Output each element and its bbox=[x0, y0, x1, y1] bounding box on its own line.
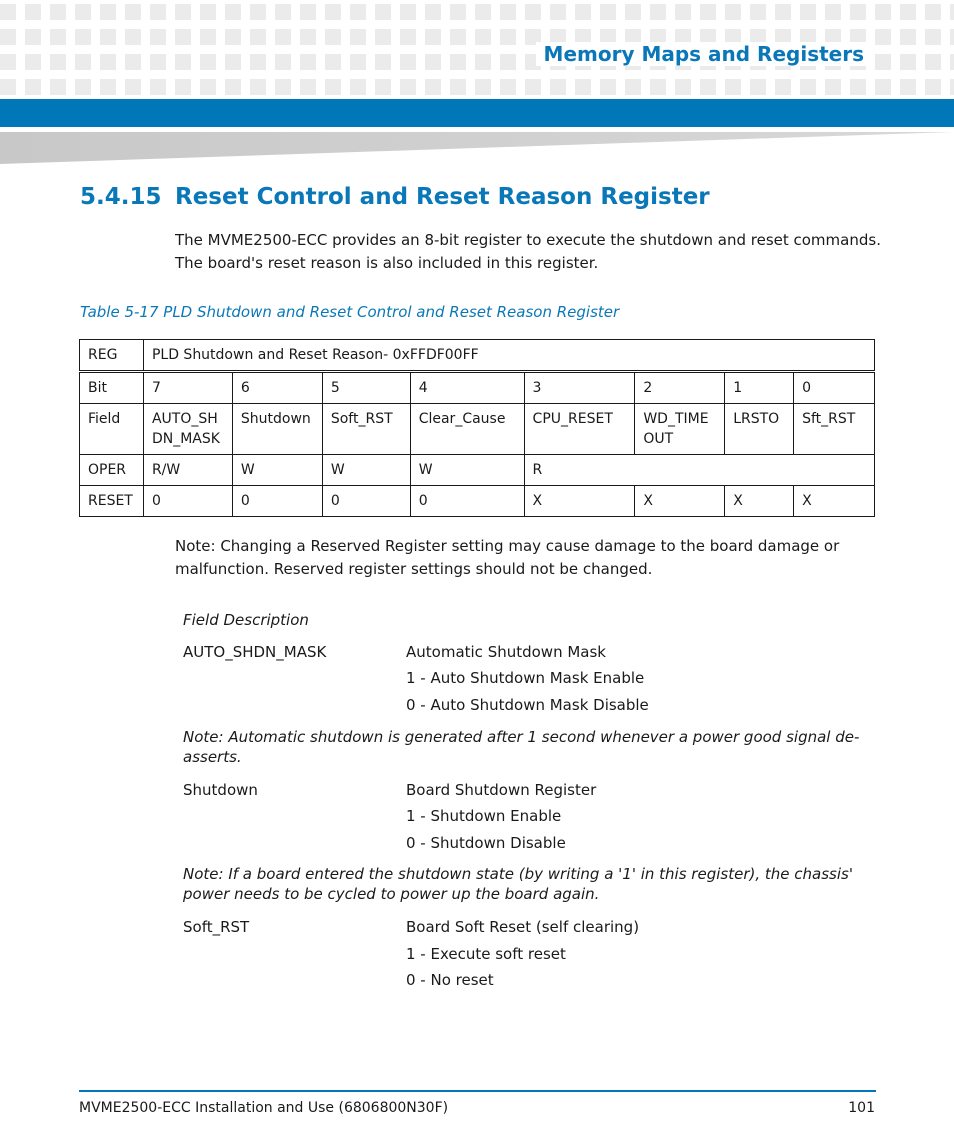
table-cell: 1 bbox=[725, 372, 794, 404]
table-cell: 4 bbox=[410, 372, 524, 404]
table-cell: 6 bbox=[232, 372, 322, 404]
field-name: Shutdown bbox=[183, 781, 258, 799]
table-row bbox=[80, 486, 875, 517]
table-cell: 5 bbox=[322, 372, 410, 404]
table-cell: CPU_RESET bbox=[524, 404, 635, 455]
note-line: asserts. bbox=[183, 748, 242, 766]
table-cell: Field bbox=[80, 404, 144, 455]
table-cell: Shutdown bbox=[232, 404, 322, 455]
table-cell: REG bbox=[80, 340, 144, 372]
table-cell: Clear_Cause bbox=[410, 404, 524, 455]
table-cell: X bbox=[725, 486, 794, 517]
note-line: Note: Changing a Reserved Register setting may cause damage to the board damage or bbox=[175, 537, 840, 555]
table-cell: WD_TIME OUT bbox=[635, 404, 725, 455]
field-desc-line: 0 - Auto Shutdown Mask Disable bbox=[406, 696, 649, 714]
intro-line: The MVME2500-ECC provides an 8-bit register to execute the shutdown and reset commands. bbox=[175, 231, 881, 249]
table-row bbox=[80, 455, 875, 486]
table-cell: X bbox=[794, 486, 875, 517]
table-cell: 0 bbox=[410, 486, 524, 517]
table-cell: Soft_RST bbox=[322, 404, 410, 455]
field-desc-line: 1 - Shutdown Enable bbox=[406, 807, 562, 825]
field-note bbox=[183, 864, 853, 904]
field-desc-line: 1 - Auto Shutdown Mask Enable bbox=[406, 669, 645, 687]
table-cell: 0 bbox=[143, 486, 232, 517]
table-cell: OPER bbox=[80, 455, 144, 486]
table-cell: W bbox=[322, 455, 410, 486]
table-cell: 7 bbox=[143, 372, 232, 404]
field-description-heading: Field Description bbox=[183, 611, 309, 629]
field-desc-line: 1 - Execute soft reset bbox=[406, 945, 566, 963]
table-cell: W bbox=[410, 455, 524, 486]
field-desc-line: Board Shutdown Register bbox=[406, 781, 597, 799]
register-table bbox=[79, 339, 875, 517]
table-cell: 2 bbox=[635, 372, 725, 404]
field-desc-line: Automatic Shutdown Mask bbox=[406, 643, 606, 661]
table-row bbox=[80, 404, 875, 455]
field-note bbox=[183, 727, 859, 767]
section-title: Reset Control and Reset Reason Register bbox=[175, 184, 710, 210]
note-line: Note: If a board entered the shutdown state (by writing a '1' in this register), the chassis' bbox=[183, 865, 853, 883]
table-caption: Table 5-17 PLD Shutdown and Reset Control and Reset Reason Register bbox=[80, 303, 620, 321]
table-cell: AUTO_SH DN_MASK bbox=[143, 404, 232, 455]
footer-rule bbox=[79, 1090, 876, 1092]
field-desc-line: 0 - Shutdown Disable bbox=[406, 834, 566, 852]
table-cell: W bbox=[232, 455, 322, 486]
page-number: 101 bbox=[848, 1100, 875, 1116]
table-cell: X bbox=[635, 486, 725, 517]
field-desc-line: 0 - No reset bbox=[406, 971, 494, 989]
intro-paragraph bbox=[175, 229, 881, 275]
running-header: Memory Maps and Registers bbox=[536, 42, 872, 66]
table-cell: RESET bbox=[80, 486, 144, 517]
header-blue-bar bbox=[0, 99, 954, 127]
note-line: Note: Automatic shutdown is generated after 1 second whenever a power good signal de- bbox=[183, 728, 860, 746]
table-cell: 3 bbox=[524, 372, 635, 404]
table-cell: X bbox=[524, 486, 635, 517]
table-row bbox=[80, 372, 875, 404]
note-line: power needs to be cycled to power up the board again. bbox=[183, 885, 600, 903]
table-cell: PLD Shutdown and Reset Reason- 0xFFDF00FF bbox=[143, 340, 874, 372]
intro-line: The board's reset reason is also included in this register. bbox=[175, 254, 599, 272]
footer-doc-title: MVME2500-ECC Installation and Use (6806800N30F) bbox=[79, 1100, 449, 1116]
header-gray-wedge bbox=[0, 132, 954, 164]
section-number: 5.4.15 bbox=[80, 184, 162, 210]
table-cell: LRSTO bbox=[725, 404, 794, 455]
table-cell: Sft_RST bbox=[794, 404, 875, 455]
table-cell: 0 bbox=[322, 486, 410, 517]
table-cell: 0 bbox=[794, 372, 875, 404]
table-cell: Bit bbox=[80, 372, 144, 404]
table-cell: R/W bbox=[143, 455, 232, 486]
field-name: Soft_RST bbox=[183, 918, 250, 936]
reserved-note bbox=[175, 535, 839, 581]
table-cell: 0 bbox=[232, 486, 322, 517]
field-name: AUTO_SHDN_MASK bbox=[183, 643, 327, 661]
field-desc-line: Board Soft Reset (self clearing) bbox=[406, 918, 640, 936]
section-heading bbox=[80, 184, 710, 210]
table-cell: R bbox=[524, 455, 874, 486]
table-row bbox=[80, 340, 875, 372]
note-line: malfunction. Reserved register settings should not be changed. bbox=[175, 560, 653, 578]
